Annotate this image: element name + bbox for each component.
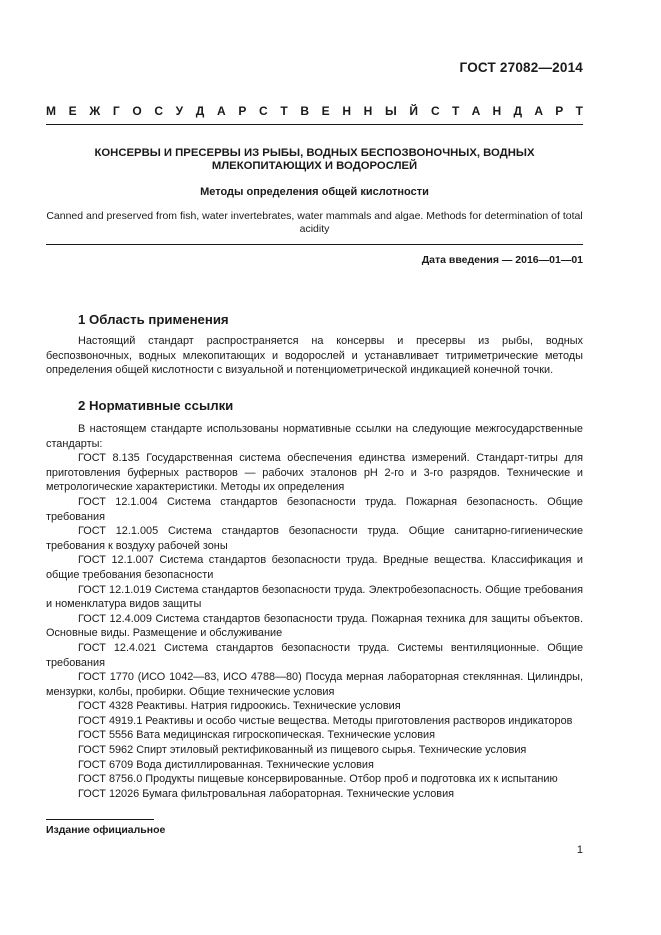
banner-letter: Т [451,104,460,118]
banner-letter: Ж [89,104,101,118]
section-1-heading: 1 Область применения [78,312,229,327]
english-title: Canned and preserved from fish, water invertebrates, water mammals and algae. Methods for determination of total acidity [46,210,583,235]
reference-item: ГОСТ 6709 Вода дистиллированная. Технические условия [78,758,374,771]
banner-letter: Р [238,104,247,118]
banner-letter: Й [409,104,418,118]
banner-letter: В [300,104,309,118]
banner-letter: Т [575,104,583,118]
banner-letter: Ы [384,104,397,118]
banner-letter: А [534,104,543,118]
document-title: КОНСЕРВЫ И ПРЕСЕРВЫ ИЗ РЫБЫ, ВОДНЫХ БЕСПОЗВОНОЧНЫХ, ВОДНЫХ МЛЕКОПИТАЮЩИХ И ВОДОРОСЛЕЙ [94,147,535,172]
banner-letter: А [216,104,226,118]
section-1-text: Настоящий стандарт распространяется на консервы и пресервы из рыбы, водных беспозвоночных, водных млекопитающих и водорослей и устанавливает титриметрические методы определения общей кислотности с визуальной и потенциометрической индикацией конечной точки. [46,335,583,377]
reference-item: ГОСТ 12.1.007 Система стандартов безопасности труда. Вредные вещества. Классификация и общие требования безопасности [46,554,583,581]
reference-item: ГОСТ 4328 Реактивы. Натрия гидроокись. Технические условия [78,700,401,713]
reference-item: ГОСТ 12.4.021 Система стандартов безопасности труда. Системы вентиляционные. Общие требования [46,641,583,669]
document-subtitle: Методы определения общей кислотности [200,186,429,198]
reference-item: ГОСТ 5556 Вата медицинская гигроскопическая. Технические условия [78,729,436,742]
reference-item: ГОСТ 12.1.005 Система стандартов безопасности труда. Общие санитарно-гигиенические требования к воздуху рабочей зоны [46,525,583,552]
reference-item: ГОСТ 5962 Спирт этиловый ректификованный из пищевого сырья. Технические условия [78,744,527,757]
section-2-heading: 2 Нормативные ссылки [78,398,234,413]
introduction-date: Дата введения — 2016—01—01 [421,254,583,266]
page-number: 1 [576,844,583,856]
banner-letter: У [175,104,184,118]
reference-item: ГОСТ 12.1.004 Система стандартов безопасности труда. Пожарная безопасность. Общие требования [46,495,583,523]
official-edition-label: Издание официальное [46,824,166,836]
banner-letter: С [258,104,268,118]
banner-letter: Н [363,104,373,118]
normative-references [46,422,583,801]
reference-item: ГОСТ 12026 Бумага фильтровальная лабораторная. Технические условия [78,787,455,800]
title-rule [46,244,583,245]
banner-letter: А [471,104,481,118]
banner-letter: Г [112,104,120,118]
reference-item: ГОСТ 1770 (ИСО 1042—83, ИСО 4788—80) Посуда мерная лабораторная стеклянная. Цилиндры, мензурки, колбы, пробирки. Общие технические условия [46,671,583,698]
banner-letter: О [132,104,142,118]
banner-letter: М [46,104,56,118]
banner-letter: Р [555,104,564,118]
banner-letter: Н [492,104,502,118]
banner-letter: С [431,104,440,118]
reference-item: ГОСТ 8.135 Государственная система обеспечения единства измерений. Стандарт-титры для приготовления буферных растворов — рабочих эталонов pH 2-го и 3-го разрядов. Технические и метрологические характеристики. Методы их определения [46,452,583,494]
reference-item: ГОСТ 8756.0 Продукты пищевые консервированные. Отбор проб и подготовка их к испытанию [78,773,558,786]
references-intro: В настоящем стандарте использованы нормативные ссылки на следующие межгосударственные стандарты: [46,423,583,450]
banner-letter: Е [68,104,77,118]
banner-letter: Д [513,104,523,118]
standard-word-1 [46,104,418,118]
gost-number: ГОСТ 27082—2014 [459,60,583,75]
banner-letter: Е [321,104,330,118]
banner-letter: С [154,104,163,118]
footer-rule [46,819,154,820]
reference-item: ГОСТ 12.4.009 Система стандартов безопасности труда. Пожарная техника для защиты объектов. Основные виды. Размещение и обслуживание [46,612,583,640]
banner-letter: Т [280,104,288,118]
reference-item: ГОСТ 12.1.019 Система стандартов безопасности труда. Электробезопасность. Общие требования и номенклатура видов защиты [46,583,583,611]
standard-word-2 [431,104,583,118]
banner-letter: Д [195,104,205,118]
standard-type-banner [46,104,583,118]
reference-item: ГОСТ 4919.1 Реактивы и особо чистые вещества. Методы приготовления растворов индикаторов [78,714,573,727]
header-rule [46,124,583,125]
banner-letter: Н [342,104,351,118]
